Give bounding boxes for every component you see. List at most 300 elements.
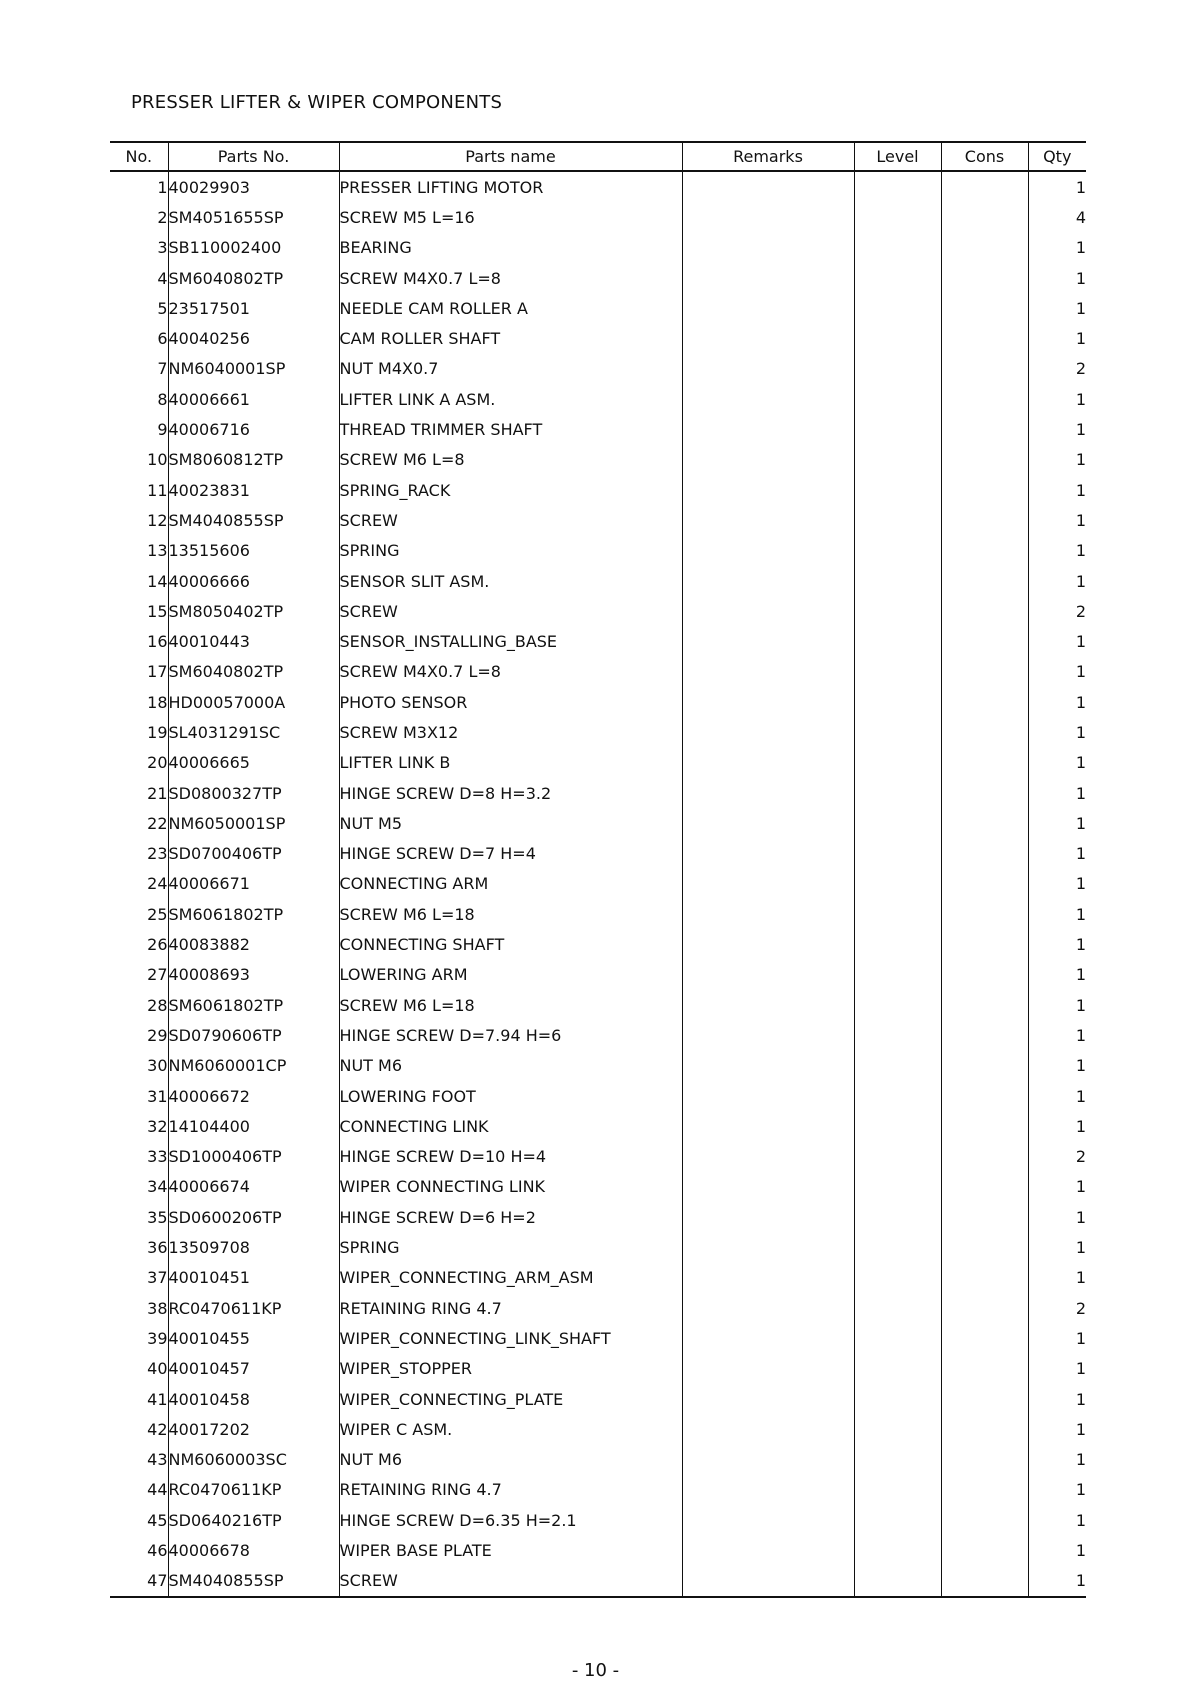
- cell-no: 28: [147, 995, 168, 1015]
- cell-cons: [941, 1475, 1028, 1505]
- cell-parts-no: 40010458: [168, 1384, 339, 1414]
- cell-remarks: [682, 839, 854, 869]
- cell-parts-name: WIPER BASE PLATE: [339, 1535, 682, 1565]
- cell-no: 46: [147, 1541, 168, 1560]
- cell-level: [854, 808, 941, 838]
- cell-no: 30: [147, 1056, 168, 1076]
- cell-parts-name: HINGE SCREW D=6.35 H=2.1: [339, 1505, 682, 1535]
- cell-qty: 1: [1028, 1172, 1086, 1202]
- cell-cons: [941, 202, 1028, 232]
- table-row: [110, 233, 1086, 263]
- table-row: [110, 384, 1086, 414]
- cell-level: [854, 717, 941, 747]
- cell-no: 22: [147, 813, 168, 833]
- table-row: [110, 778, 1086, 808]
- table-row: [110, 687, 1086, 717]
- cell-qty: 1: [1028, 899, 1086, 929]
- table-row: [110, 536, 1086, 566]
- cell-level: [854, 1384, 941, 1414]
- cell-no: 19: [147, 722, 168, 742]
- table-row: [110, 899, 1086, 929]
- cell-qty: 1: [1028, 505, 1086, 535]
- cell-cons: [941, 748, 1028, 778]
- cell-qty: 1: [1028, 475, 1086, 505]
- cell-cons: [941, 869, 1028, 899]
- cell-no: 24: [147, 874, 168, 894]
- table-row: [110, 171, 1086, 202]
- cell-cons: [941, 1020, 1028, 1050]
- cell-qty: 1: [1028, 293, 1086, 323]
- cell-level: [854, 171, 941, 202]
- cell-no: 38: [147, 1298, 168, 1318]
- cell-parts-no: 40006671: [168, 869, 339, 899]
- cell-parts-name: LIFTER LINK B: [339, 748, 682, 778]
- cell-cons: [941, 354, 1028, 384]
- cell-cons: [941, 1111, 1028, 1141]
- cell-level: [854, 202, 941, 232]
- cell-remarks: [682, 293, 854, 323]
- cell-parts-no: 40006716: [168, 414, 339, 444]
- cell-parts-no: SM6061802TP: [168, 990, 339, 1020]
- cell-remarks: [682, 1384, 854, 1414]
- table-row: [110, 929, 1086, 959]
- table-row: [110, 323, 1086, 353]
- table-row: [110, 263, 1086, 293]
- cell-parts-no: 40006665: [168, 748, 339, 778]
- cell-cons: [941, 839, 1028, 869]
- cell-parts-no: SD1000406TP: [168, 1142, 339, 1172]
- cell-no: 10: [147, 450, 168, 470]
- cell-no: 2: [157, 207, 168, 227]
- cell-remarks: [682, 1232, 854, 1262]
- cell-qty: 1: [1028, 778, 1086, 808]
- cell-remarks: [682, 1475, 854, 1505]
- cell-parts-no: 13509708: [168, 1232, 339, 1262]
- cell-parts-no: 40008693: [168, 960, 339, 990]
- header-parts-no: Parts No.: [168, 142, 339, 171]
- cell-qty: 1: [1028, 414, 1086, 444]
- cell-qty: 1: [1028, 839, 1086, 869]
- parts-table-body: [110, 171, 1086, 1597]
- cell-level: [854, 1414, 941, 1444]
- cell-parts-no: SB110002400: [168, 233, 339, 263]
- cell-parts-no: NM6060003SC: [168, 1444, 339, 1474]
- cell-level: [854, 233, 941, 263]
- cell-remarks: [682, 1142, 854, 1172]
- cell-cons: [941, 1232, 1028, 1262]
- cell-cons: [941, 1263, 1028, 1293]
- cell-cons: [941, 1414, 1028, 1444]
- cell-parts-no: 40006666: [168, 566, 339, 596]
- cell-parts-name: WIPER C ASM.: [339, 1414, 682, 1444]
- cell-remarks: [682, 717, 854, 747]
- table-row: [110, 869, 1086, 899]
- cell-level: [854, 1323, 941, 1353]
- cell-level: [854, 293, 941, 323]
- cell-cons: [941, 990, 1028, 1020]
- cell-level: [854, 1475, 941, 1505]
- cell-parts-no: 40083882: [168, 929, 339, 959]
- cell-cons: [941, 171, 1028, 202]
- cell-no: 18: [147, 692, 168, 712]
- cell-no: 21: [147, 783, 168, 803]
- cell-remarks: [682, 1414, 854, 1444]
- cell-level: [854, 445, 941, 475]
- cell-qty: 1: [1028, 384, 1086, 414]
- cell-level: [854, 687, 941, 717]
- cell-level: [854, 1444, 941, 1474]
- cell-qty: 1: [1028, 1323, 1086, 1353]
- table-row: [110, 1414, 1086, 1444]
- table-row: [110, 839, 1086, 869]
- cell-remarks: [682, 869, 854, 899]
- cell-parts-name: HINGE SCREW D=8 H=3.2: [339, 778, 682, 808]
- cell-parts-no: 40010451: [168, 1263, 339, 1293]
- cell-parts-no: 40017202: [168, 1414, 339, 1444]
- cell-parts-name: LOWERING FOOT: [339, 1081, 682, 1111]
- cell-remarks: [682, 687, 854, 717]
- cell-qty: 1: [1028, 1020, 1086, 1050]
- table-row: [110, 1081, 1086, 1111]
- cell-remarks: [682, 263, 854, 293]
- cell-no: 25: [147, 904, 168, 924]
- cell-remarks: [682, 505, 854, 535]
- cell-qty: 1: [1028, 657, 1086, 687]
- cell-no: 8: [157, 389, 168, 409]
- cell-no: 26: [147, 935, 168, 955]
- cell-qty: 1: [1028, 1384, 1086, 1414]
- cell-remarks: [682, 414, 854, 444]
- cell-cons: [941, 1293, 1028, 1323]
- cell-no: 31: [147, 1086, 168, 1106]
- cell-parts-name: SPRING_RACK: [339, 475, 682, 505]
- cell-level: [854, 778, 941, 808]
- cell-cons: [941, 566, 1028, 596]
- cell-cons: [941, 475, 1028, 505]
- cell-level: [854, 1232, 941, 1262]
- cell-cons: [941, 414, 1028, 444]
- cell-level: [854, 566, 941, 596]
- table-row: [110, 626, 1086, 656]
- cell-parts-name: SPRING: [339, 1232, 682, 1262]
- cell-qty: 1: [1028, 1232, 1086, 1262]
- cell-no: 17: [147, 662, 168, 682]
- cell-parts-name: RETAINING RING 4.7: [339, 1293, 682, 1323]
- table-row: [110, 1142, 1086, 1172]
- cell-qty: 1: [1028, 233, 1086, 263]
- cell-level: [854, 596, 941, 626]
- cell-no: 41: [147, 1389, 168, 1409]
- page-number: - 10 -: [571, 1660, 620, 1681]
- cell-parts-name: SCREW M3X12: [339, 717, 682, 747]
- cell-parts-no: SM6040802TP: [168, 657, 339, 687]
- cell-remarks: [682, 626, 854, 656]
- cell-remarks: [682, 1172, 854, 1202]
- cell-level: [854, 960, 941, 990]
- cell-remarks: [682, 1081, 854, 1111]
- cell-cons: [941, 323, 1028, 353]
- cell-level: [854, 1172, 941, 1202]
- cell-qty: 1: [1028, 445, 1086, 475]
- cell-remarks: [682, 960, 854, 990]
- cell-remarks: [682, 202, 854, 232]
- cell-parts-name: CAM ROLLER SHAFT: [339, 323, 682, 353]
- cell-no: 45: [147, 1510, 168, 1530]
- table-row: [110, 596, 1086, 626]
- cell-no: 23: [147, 844, 168, 864]
- cell-cons: [941, 808, 1028, 838]
- cell-parts-name: SCREW M5 L=16: [339, 202, 682, 232]
- cell-parts-no: SL4031291SC: [168, 717, 339, 747]
- cell-parts-no: SD0600206TP: [168, 1202, 339, 1232]
- cell-no: 3: [157, 238, 168, 258]
- cell-parts-no: 40023831: [168, 475, 339, 505]
- cell-parts-no: 13515606: [168, 536, 339, 566]
- cell-parts-no: 40006678: [168, 1535, 339, 1565]
- cell-parts-no: 40006661: [168, 384, 339, 414]
- header-remarks: Remarks: [682, 142, 854, 171]
- cell-qty: 1: [1028, 566, 1086, 596]
- parts-table: [110, 141, 1086, 1598]
- cell-cons: [941, 626, 1028, 656]
- table-row: [110, 1475, 1086, 1505]
- cell-parts-name: HINGE SCREW D=7 H=4: [339, 839, 682, 869]
- cell-remarks: [682, 1020, 854, 1050]
- cell-remarks: [682, 808, 854, 838]
- cell-remarks: [682, 566, 854, 596]
- cell-cons: [941, 1535, 1028, 1565]
- cell-cons: [941, 1444, 1028, 1474]
- cell-parts-name: CONNECTING ARM: [339, 869, 682, 899]
- cell-remarks: [682, 1444, 854, 1474]
- table-row: [110, 748, 1086, 778]
- cell-no: 7: [157, 359, 168, 379]
- cell-remarks: [682, 1051, 854, 1081]
- cell-no: 44: [147, 1480, 168, 1500]
- cell-no: 12: [147, 510, 168, 530]
- cell-no: 5: [157, 298, 168, 318]
- cell-qty: 1: [1028, 1535, 1086, 1565]
- cell-level: [854, 354, 941, 384]
- cell-level: [854, 626, 941, 656]
- cell-level: [854, 536, 941, 566]
- cell-level: [854, 1354, 941, 1384]
- cell-remarks: [682, 1323, 854, 1353]
- cell-parts-name: NEEDLE CAM ROLLER A: [339, 293, 682, 323]
- table-row: [110, 475, 1086, 505]
- cell-parts-no: SM6040802TP: [168, 263, 339, 293]
- cell-level: [854, 869, 941, 899]
- table-row: [110, 1293, 1086, 1323]
- cell-level: [854, 990, 941, 1020]
- cell-parts-name: CONNECTING LINK: [339, 1111, 682, 1141]
- table-row: [110, 1444, 1086, 1474]
- cell-parts-no: 23517501: [168, 293, 339, 323]
- cell-no: 33: [147, 1147, 168, 1167]
- cell-level: [854, 414, 941, 444]
- cell-level: [854, 1505, 941, 1535]
- cell-parts-name: LOWERING ARM: [339, 960, 682, 990]
- cell-qty: 1: [1028, 626, 1086, 656]
- cell-qty: 1: [1028, 808, 1086, 838]
- cell-qty: 4: [1028, 202, 1086, 232]
- cell-parts-name: BEARING: [339, 233, 682, 263]
- cell-remarks: [682, 596, 854, 626]
- cell-cons: [941, 1566, 1028, 1597]
- cell-no: 27: [147, 965, 168, 985]
- table-row: [110, 808, 1086, 838]
- cell-remarks: [682, 1354, 854, 1384]
- cell-remarks: [682, 1566, 854, 1597]
- cell-no: 40: [147, 1359, 168, 1379]
- cell-remarks: [682, 171, 854, 202]
- cell-parts-name: PHOTO SENSOR: [339, 687, 682, 717]
- cell-parts-no: 40010443: [168, 626, 339, 656]
- cell-no: 6: [157, 329, 168, 349]
- cell-parts-no: SM8060812TP: [168, 445, 339, 475]
- table-row: [110, 1172, 1086, 1202]
- cell-qty: 1: [1028, 1444, 1086, 1474]
- cell-remarks: [682, 323, 854, 353]
- cell-parts-name: SCREW M4X0.7 L=8: [339, 263, 682, 293]
- cell-remarks: [682, 1202, 854, 1232]
- cell-qty: 1: [1028, 1202, 1086, 1232]
- cell-remarks: [682, 354, 854, 384]
- cell-remarks: [682, 1505, 854, 1535]
- cell-level: [854, 505, 941, 535]
- cell-qty: 1: [1028, 536, 1086, 566]
- header-no: No.: [110, 142, 168, 171]
- cell-parts-name: SENSOR_INSTALLING_BASE: [339, 626, 682, 656]
- table-row: [110, 293, 1086, 323]
- cell-no: 39: [147, 1328, 168, 1348]
- cell-cons: [941, 596, 1028, 626]
- cell-level: [854, 323, 941, 353]
- header-parts-name: Parts name: [339, 142, 682, 171]
- cell-cons: [941, 960, 1028, 990]
- cell-parts-name: LIFTER LINK A ASM.: [339, 384, 682, 414]
- cell-qty: 2: [1028, 1142, 1086, 1172]
- cell-parts-name: WIPER CONNECTING LINK: [339, 1172, 682, 1202]
- cell-qty: 1: [1028, 1414, 1086, 1444]
- cell-parts-no: 14104400: [168, 1111, 339, 1141]
- cell-level: [854, 929, 941, 959]
- cell-parts-no: NM6040001SP: [168, 354, 339, 384]
- cell-parts-no: SM4051655SP: [168, 202, 339, 232]
- cell-parts-no: SM4040855SP: [168, 505, 339, 535]
- cell-parts-name: SCREW: [339, 505, 682, 535]
- cell-parts-name: SCREW M6 L=18: [339, 990, 682, 1020]
- table-row: [110, 1323, 1086, 1353]
- cell-cons: [941, 1081, 1028, 1111]
- cell-level: [854, 1293, 941, 1323]
- cell-no: 29: [147, 1025, 168, 1045]
- cell-qty: 1: [1028, 748, 1086, 778]
- cell-cons: [941, 1202, 1028, 1232]
- cell-qty: 1: [1028, 687, 1086, 717]
- cell-qty: 1: [1028, 869, 1086, 899]
- cell-no: 1: [157, 177, 168, 197]
- cell-remarks: [682, 1111, 854, 1141]
- table-row: [110, 505, 1086, 535]
- cell-no: 37: [147, 1268, 168, 1288]
- cell-cons: [941, 899, 1028, 929]
- cell-remarks: [682, 899, 854, 929]
- cell-parts-name: THREAD TRIMMER SHAFT: [339, 414, 682, 444]
- cell-parts-name: HINGE SCREW D=7.94 H=6: [339, 1020, 682, 1050]
- cell-level: [854, 1111, 941, 1141]
- cell-level: [854, 1142, 941, 1172]
- cell-parts-name: HINGE SCREW D=6 H=2: [339, 1202, 682, 1232]
- cell-cons: [941, 293, 1028, 323]
- cell-cons: [941, 929, 1028, 959]
- cell-remarks: [682, 384, 854, 414]
- cell-level: [854, 1566, 941, 1597]
- cell-cons: [941, 687, 1028, 717]
- table-row: [110, 202, 1086, 232]
- cell-no: 13: [147, 541, 168, 561]
- table-row: [110, 566, 1086, 596]
- cell-no: 34: [147, 1177, 168, 1197]
- cell-remarks: [682, 929, 854, 959]
- header-row: [110, 142, 1086, 171]
- header-cons: Cons: [941, 142, 1028, 171]
- cell-parts-no: RC0470611KP: [168, 1475, 339, 1505]
- cell-parts-name: SCREW: [339, 596, 682, 626]
- cell-parts-no: HD00057000A: [168, 687, 339, 717]
- table-row: [110, 354, 1086, 384]
- cell-level: [854, 839, 941, 869]
- cell-parts-name: SCREW M6 L=8: [339, 445, 682, 475]
- cell-no: 43: [147, 1450, 168, 1470]
- cell-parts-name: HINGE SCREW D=10 H=4: [339, 1142, 682, 1172]
- cell-parts-name: SENSOR SLIT ASM.: [339, 566, 682, 596]
- cell-parts-no: 40029903: [168, 171, 339, 202]
- cell-parts-no: NM6050001SP: [168, 808, 339, 838]
- table-row: [110, 1354, 1086, 1384]
- cell-no: 35: [147, 1207, 168, 1227]
- cell-parts-no: 40040256: [168, 323, 339, 353]
- cell-parts-name: SCREW M6 L=18: [339, 899, 682, 929]
- cell-qty: 1: [1028, 1354, 1086, 1384]
- cell-parts-name: SCREW M4X0.7 L=8: [339, 657, 682, 687]
- cell-remarks: [682, 445, 854, 475]
- cell-qty: 1: [1028, 990, 1086, 1020]
- cell-no: 32: [147, 1116, 168, 1136]
- cell-parts-name: RETAINING RING 4.7: [339, 1475, 682, 1505]
- cell-parts-no: 40006674: [168, 1172, 339, 1202]
- cell-qty: 2: [1028, 1293, 1086, 1323]
- table-row: [110, 960, 1086, 990]
- table-row: [110, 990, 1086, 1020]
- cell-qty: 1: [1028, 263, 1086, 293]
- cell-level: [854, 1081, 941, 1111]
- table-row: [110, 1263, 1086, 1293]
- page-title: PRESSER LIFTER & WIPER COMPONENTS: [131, 92, 503, 113]
- cell-parts-no: SM6061802TP: [168, 899, 339, 929]
- cell-level: [854, 263, 941, 293]
- cell-cons: [941, 233, 1028, 263]
- cell-no: 11: [147, 480, 168, 500]
- cell-level: [854, 475, 941, 505]
- cell-parts-name: NUT M6: [339, 1051, 682, 1081]
- table-row: [110, 717, 1086, 747]
- cell-remarks: [682, 233, 854, 263]
- cell-parts-no: SD0800327TP: [168, 778, 339, 808]
- cell-level: [854, 1051, 941, 1081]
- cell-cons: [941, 1142, 1028, 1172]
- cell-remarks: [682, 475, 854, 505]
